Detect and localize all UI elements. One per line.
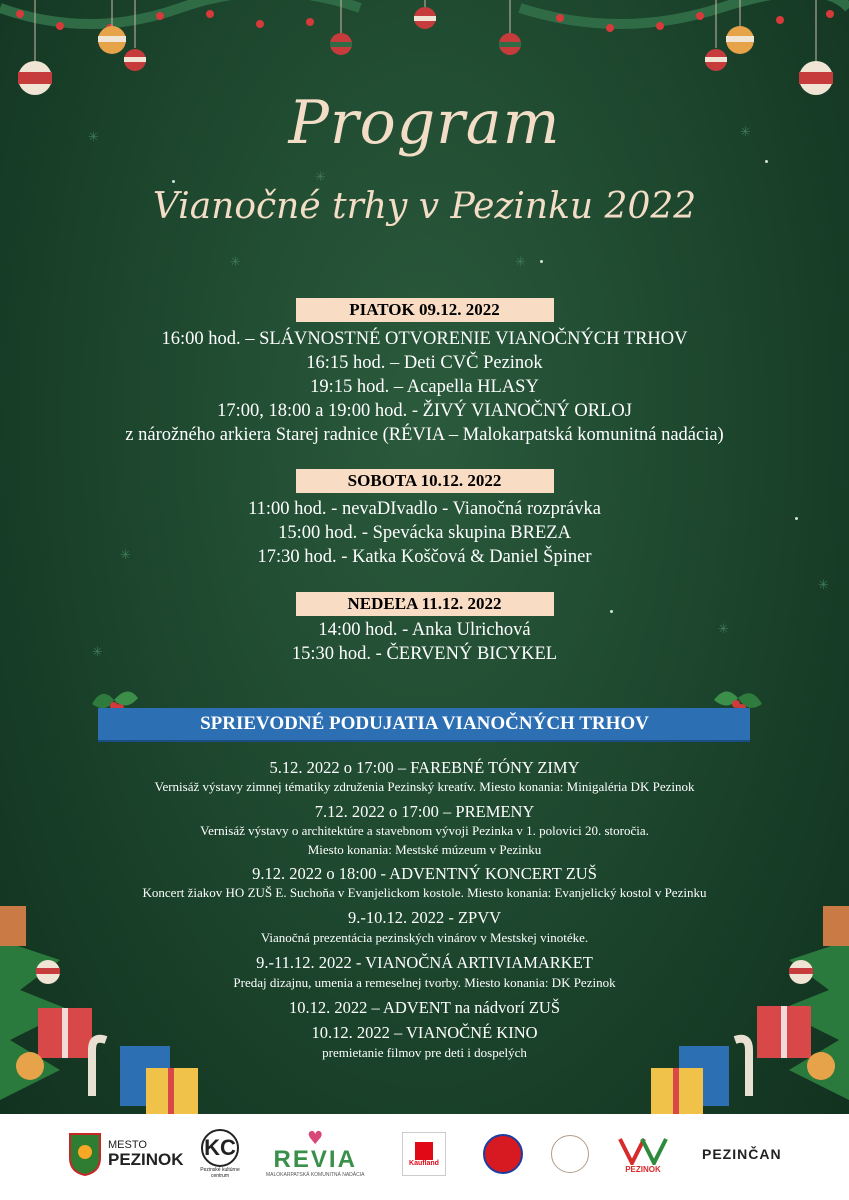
schedule-line: 15:00 hod. - Spevácka skupina BREZA [278,523,571,543]
event-title: 9.-10.12. 2022 - ZPVV [347,908,502,927]
event-title: 5.12. 2022 o 17:00 – FAREBNÉ TÓNY ZIMY [269,758,580,777]
day-badge-friday: PIATOK 09.12. 2022 [296,298,554,322]
snow-dot [610,610,613,613]
side-events-heading: SPRIEVODNÉ PODUJATIA VIANOČNÝCH TRHOV [200,713,649,734]
mesto-label: MESTO [108,1139,147,1151]
schedule-line: 17:30 hod. - Katka Koščová & Daniel Špiner [257,547,592,567]
vine-icon [618,1135,668,1165]
revia-logo [266,1122,364,1186]
sparkle-icon: ✳ [120,548,131,563]
kaufland-label: Kaufland [409,1159,439,1167]
event-title: 10.12. 2022 – ADVENT na nádvorí ZUŠ [288,998,560,1017]
schedule-line: z nárožného arkiera Starej radnice (RÉVIA – Malokarpatská komunitná nadácia) [125,425,724,445]
kc-caption: Pezinské kultúrne centrum [200,1167,240,1179]
sparkle-icon: ✳ [718,622,729,637]
event-title: 10.12. 2022 – VIANOČNÉ KINO [311,1023,538,1042]
sparkle-icon: ✳ [230,255,241,270]
sparkle-icon: ✳ [315,170,326,185]
gifts-left-icon [0,900,210,1114]
event-description: Vianočná prezentácia pezinských vinárov v Mestskej vinotéke. [260,930,589,945]
schedule-line: 14:00 hod. - Anka Ulrichová [318,620,531,640]
event-description: Miesto konania: Mestské múzeum v Pezinku [307,842,542,857]
mesto-pezinok-logo [68,1122,184,1186]
schedule-line: 11:00 hod. - nevaDIvadlo - Vianočná rozprávka [248,499,601,519]
pezincan-label: PEZINČAN [702,1146,782,1162]
event-description: Vernisáž výstavy o architektúre a stavebnom vývoji Pezinka v 1. polovici 20. storočia. [200,823,649,838]
kc-logo [200,1122,240,1186]
sparkle-icon: ✳ [740,125,751,140]
event-description: Koncert žiakov HO ZUŠ E. Suchoňa v Evanjelickom kostole. Miesto konania: Evanjelický kostol v Pezinku [142,885,707,900]
schedule-line: 16:00 hod. – SLÁVNOSTNÉ OTVORENIE VIANOČNÝCH TRHOV [161,329,688,349]
pezinok-label: PEZINOK [108,1150,184,1169]
day-badge-saturday: SOBOTA 10.12. 2022 [296,469,554,493]
snow-dot [172,180,175,183]
snow-dot [765,160,768,163]
kaufland-logo [402,1122,446,1186]
sparkle-icon: ✳ [818,578,829,593]
schedule-line: 15:30 hod. - ČERVENÝ BICYKEL [291,644,558,664]
page-title: Program [288,88,561,158]
heart-icon: ♥ [307,1128,324,1149]
event-title: 9.12. 2022 o 18:00 - ADVENTNÝ KONCERT ZUŠ [252,864,597,883]
pezincan-logo [702,1122,782,1186]
pezinok-v-logo [618,1122,668,1186]
day-badge-sunday: NEDEĽA 11.12. 2022 [296,592,554,616]
schedule-line: 16:15 hod. – Deti CVČ Pezinok [306,353,543,373]
pezinok-logo-label: PEZINOK [625,1164,661,1174]
drevene-logo [551,1122,589,1186]
sparkle-icon: ✳ [515,255,526,270]
sparkle-icon: ✳ [92,645,103,660]
schedule-line: 17:00, 18:00 a 19:00 hod. - ŽIVÝ VIANOČNÝ ORLOJ [217,401,632,421]
schedule-line: 19:15 hod. – Acapella HLASY [310,377,539,397]
kc-label: KC [201,1129,239,1167]
red-circle-logo [483,1122,523,1186]
event-title: 9.-11.12. 2022 - VIANOČNÁ ARTIVIAMARKET [256,953,593,972]
coat-of-arms-icon [68,1132,102,1176]
event-description: Vernisáž výstavy zimnej tématiky združenia Pezinský kreatív. Miesto konania: Minigaléria DK Pezinok [154,779,695,794]
snow-dot [540,260,543,263]
page-subtitle: Vianočné trhy v Pezinku 2022 [152,186,697,227]
event-description: premietanie filmov pre deti i dospelých [322,1045,527,1060]
revia-caption: MALOKARPATSKÁ KOMUNITNÁ NADÁCIA [266,1172,365,1178]
event-description: Predaj dizajnu, umenia a remeselnej tvorby. Miesto konania: DK Pezinok [233,975,616,990]
gifts-right-icon [639,900,849,1114]
revia-label: REVIA [273,1146,357,1173]
event-title: 7.12. 2022 o 17:00 – PREMENY [314,802,535,821]
sparkle-icon: ✳ [88,130,99,145]
